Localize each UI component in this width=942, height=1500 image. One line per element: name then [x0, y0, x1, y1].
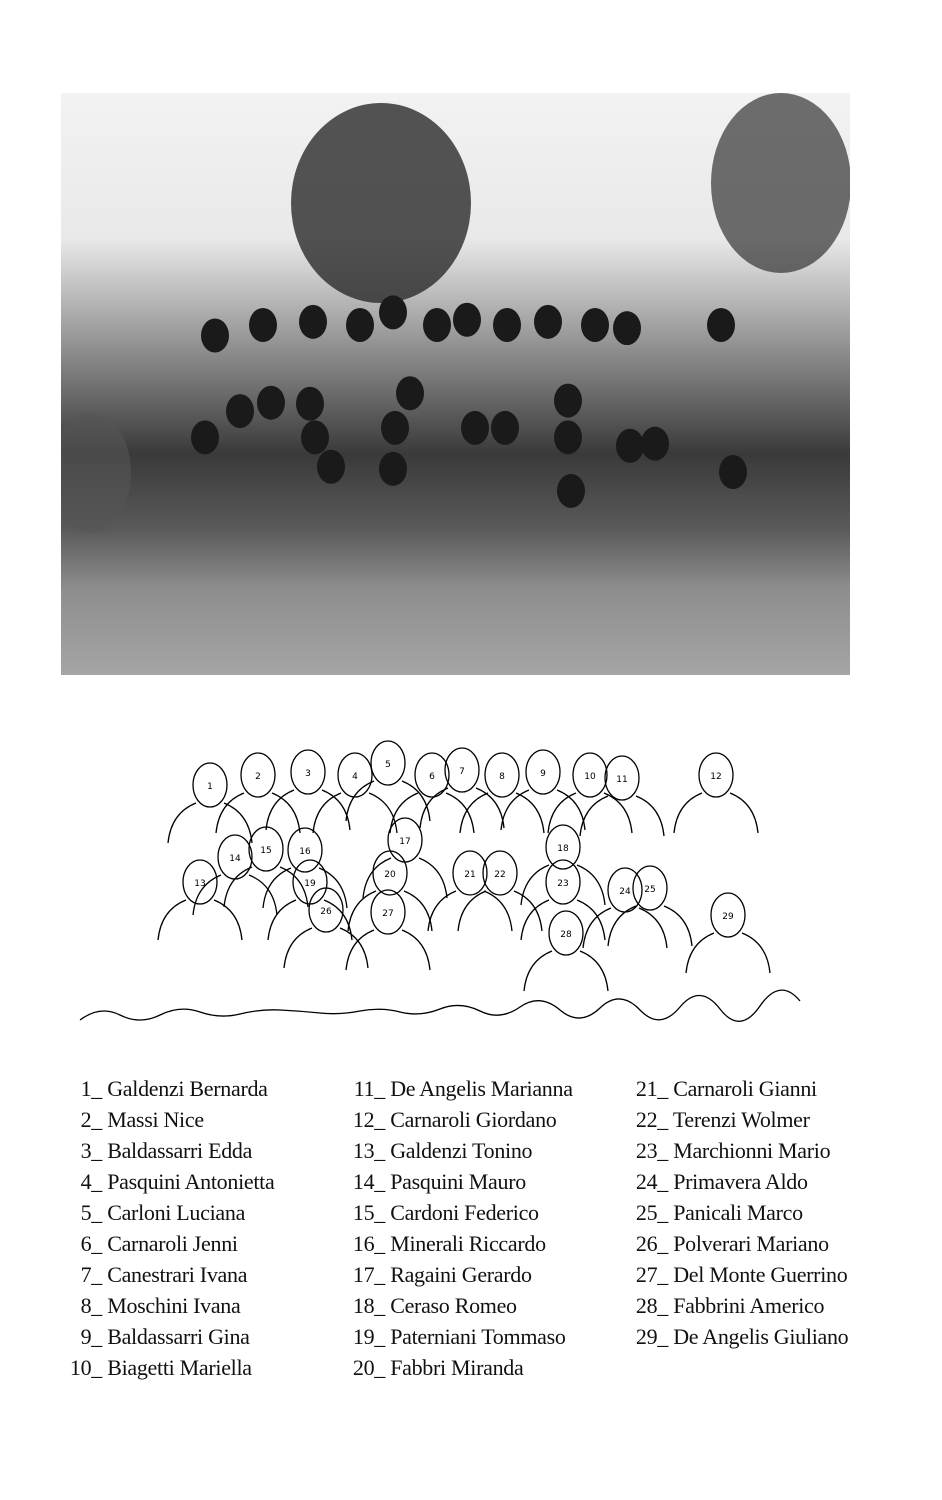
photo-person-head: [191, 420, 219, 454]
key-shoulder-outline: [428, 891, 512, 931]
photo-person-head: [317, 450, 345, 484]
key-number-label: 24: [619, 887, 631, 897]
name-number: 17_: [352, 1262, 385, 1287]
name-number: 10_: [69, 1355, 102, 1380]
name-number: 18_: [352, 1293, 385, 1318]
person-name: Ceraso Romeo: [390, 1293, 517, 1318]
person-name: Pasquini Mauro: [390, 1169, 526, 1194]
name-list-item: [343, 1104, 573, 1135]
name-number: 3_: [80, 1138, 102, 1163]
photo-person-head: [296, 387, 324, 421]
photo-person-head: [613, 311, 641, 345]
name-column-3: [626, 1073, 848, 1352]
name-list-item: [62, 1197, 274, 1228]
key-shoulder-outline: [168, 803, 252, 843]
key-number-label: 5: [385, 760, 391, 770]
name-number: 14_: [352, 1169, 385, 1194]
photo-person-head: [461, 411, 489, 445]
photo-person-head: [616, 429, 644, 463]
name-list-item: [343, 1135, 573, 1166]
name-list-item: [62, 1352, 274, 1383]
photo-person-head: [249, 308, 277, 342]
person-name: Pasquini Antonietta: [107, 1169, 275, 1194]
name-number: 25_: [635, 1200, 668, 1225]
name-number: 28_: [635, 1293, 668, 1318]
key-number-label: 20: [384, 870, 396, 880]
name-number: 15_: [352, 1200, 385, 1225]
name-number: 12_: [352, 1107, 385, 1132]
person-name: Baldassarri Edda: [107, 1138, 253, 1163]
name-list-item: [343, 1166, 573, 1197]
key-shoulder-outline: [608, 906, 692, 946]
photo-person-head: [299, 305, 327, 339]
person-name: Primavera Aldo: [673, 1169, 808, 1194]
name-list-item: [343, 1073, 573, 1104]
name-number: 16_: [352, 1231, 385, 1256]
person-name: Baldassarri Gina: [107, 1324, 250, 1349]
name-list-item: [626, 1321, 848, 1352]
name-list-item: [626, 1073, 848, 1104]
name-number: 21_: [635, 1076, 668, 1101]
person-name: Biagetti Mariella: [107, 1355, 252, 1380]
name-column-2: [343, 1073, 573, 1383]
person-name: Moschini Ivana: [107, 1293, 241, 1318]
key-number-label: 7: [459, 767, 465, 777]
photo-person-head: [557, 474, 585, 508]
photo-person-head: [493, 308, 521, 342]
person-name: Paterniani Tommaso: [390, 1324, 566, 1349]
group-photo: [61, 93, 850, 675]
name-list-item: [343, 1259, 573, 1290]
key-number-label: 18: [557, 844, 569, 854]
key-number-label: 29: [722, 912, 734, 922]
photo-person-head: [301, 420, 329, 454]
key-number-label: 26: [320, 907, 332, 917]
name-list-item: [626, 1166, 848, 1197]
person-name: Massi Nice: [107, 1107, 204, 1132]
person-name: Del Monte Guerrino: [673, 1262, 848, 1287]
person-name: Carnaroli Jenni: [107, 1231, 238, 1256]
name-number: 7_: [80, 1262, 102, 1287]
photo-person-head: [423, 308, 451, 342]
person-name: Minerali Riccardo: [390, 1231, 546, 1256]
key-shoulder-outline: [686, 933, 770, 973]
name-number: 26_: [635, 1231, 668, 1256]
key-number-label: 17: [399, 837, 411, 847]
name-list-item: [62, 1135, 274, 1166]
name-list-item: [626, 1259, 848, 1290]
key-number-label: 10: [584, 772, 596, 782]
key-number-label: 14: [229, 854, 241, 864]
key-shoulder-outline: [524, 951, 608, 991]
name-number: 20_: [352, 1355, 385, 1380]
name-column-1: [62, 1073, 274, 1383]
photo-person-head: [719, 455, 747, 489]
photo-person-head: [379, 452, 407, 486]
person-name: Canestrari Ivana: [107, 1262, 248, 1287]
photo-person-head: [534, 305, 562, 339]
name-list-item: [626, 1290, 848, 1321]
key-number-label: 25: [644, 885, 656, 895]
name-list-item: [62, 1259, 274, 1290]
key-number-label: 12: [710, 772, 722, 782]
name-number: 6_: [80, 1231, 102, 1256]
key-number-label: 15: [260, 846, 272, 856]
person-name: Carnaroli Giordano: [390, 1107, 557, 1132]
key-shoulder-outline: [216, 793, 300, 833]
photo-person-head: [554, 420, 582, 454]
name-list-item: [626, 1197, 848, 1228]
key-number-label: 23: [557, 879, 569, 889]
photo-person-head: [201, 319, 229, 353]
name-number: 5_: [80, 1200, 102, 1225]
key-shoulder-outline: [268, 900, 352, 940]
key-number-label: 11: [616, 775, 628, 785]
name-number: 11_: [353, 1076, 385, 1101]
person-name: De Angelis Marianna: [390, 1076, 573, 1101]
name-list-item: [62, 1228, 274, 1259]
key-shoulder-outline: [158, 900, 242, 940]
person-name: Fabbri Miranda: [390, 1355, 524, 1380]
key-number-label: 16: [299, 847, 311, 857]
photo-person-head: [554, 384, 582, 418]
person-name: Cardoni Federico: [390, 1200, 539, 1225]
key-number-label: 27: [382, 909, 394, 919]
key-number-label: 4: [352, 772, 358, 782]
person-name: Marchionni Mario: [673, 1138, 831, 1163]
name-number: 24_: [635, 1169, 668, 1194]
key-shoulder-outline: [284, 928, 368, 968]
photo-person-head: [641, 427, 669, 461]
person-name: De Angelis Giuliano: [673, 1324, 849, 1349]
key-number-label: 9: [540, 769, 546, 779]
photo-person-head: [226, 394, 254, 428]
photo-person-head: [257, 386, 285, 420]
key-number-label: 22: [494, 870, 506, 880]
name-number: 1_: [80, 1076, 102, 1101]
name-number: 4_: [80, 1169, 102, 1194]
name-list-item: [62, 1104, 274, 1135]
name-number: 23_: [635, 1138, 668, 1163]
key-shoulder-outline: [313, 793, 397, 833]
photo-person-head: [379, 295, 407, 329]
identification-key-drawing: [70, 735, 860, 1035]
person-name: Panicali Marco: [673, 1200, 803, 1225]
name-number: 2_: [80, 1107, 102, 1132]
name-number: 27_: [635, 1262, 668, 1287]
name-number: 9_: [80, 1324, 102, 1349]
name-number: 8_: [80, 1293, 102, 1318]
person-name: Carloni Luciana: [107, 1200, 246, 1225]
name-list-item: [626, 1104, 848, 1135]
person-name: Galdenzi Bernarda: [107, 1076, 268, 1101]
key-shoulder-outline: [674, 793, 758, 833]
key-shoulder-outline: [548, 793, 632, 833]
person-name: Carnaroli Gianni: [673, 1076, 817, 1101]
person-name: Polverari Mariano: [673, 1231, 829, 1256]
name-number: 19_: [352, 1324, 385, 1349]
key-shoulder-outline: [458, 891, 542, 931]
photo-person-head: [346, 308, 374, 342]
photo-person-head: [581, 308, 609, 342]
name-list-item: [62, 1073, 274, 1104]
key-number-label: 6: [429, 772, 435, 782]
name-list-item: [62, 1166, 274, 1197]
person-name: Terenzi Wolmer: [672, 1107, 810, 1132]
photo-person-head: [381, 411, 409, 445]
key-number-label: 2: [255, 772, 261, 782]
photo-person-head: [396, 376, 424, 410]
group-photo-figures: [61, 93, 850, 675]
key-number-label: 19: [304, 879, 316, 889]
name-list-item: [626, 1228, 848, 1259]
name-list-item: [343, 1197, 573, 1228]
photo-person-head: [707, 308, 735, 342]
name-list-item: [626, 1135, 848, 1166]
person-name: Fabbrini Americo: [673, 1293, 825, 1318]
name-number: 22_: [635, 1107, 668, 1132]
name-list-item: [62, 1290, 274, 1321]
photo-person-head: [453, 303, 481, 337]
key-shoulder-outline: [580, 796, 664, 836]
key-number-label: 1: [207, 782, 213, 792]
name-list-item: [343, 1290, 573, 1321]
name-number: 13_: [352, 1138, 385, 1163]
name-list-item: [343, 1321, 573, 1352]
name-list-item: [62, 1321, 274, 1352]
key-number-label: 8: [499, 772, 505, 782]
name-number: 29_: [635, 1324, 668, 1349]
name-list-item: [343, 1352, 573, 1383]
key-number-label: 28: [560, 930, 572, 940]
key-shoulder-outline: [346, 930, 430, 970]
key-number-label: 13: [194, 879, 206, 889]
key-number-label: 3: [305, 769, 311, 779]
person-name: Ragaini Gerardo: [390, 1262, 532, 1287]
photo-person-head: [491, 411, 519, 445]
name-list-item: [343, 1228, 573, 1259]
key-number-label: 21: [464, 870, 476, 880]
person-name: Galdenzi Tonino: [390, 1138, 533, 1163]
